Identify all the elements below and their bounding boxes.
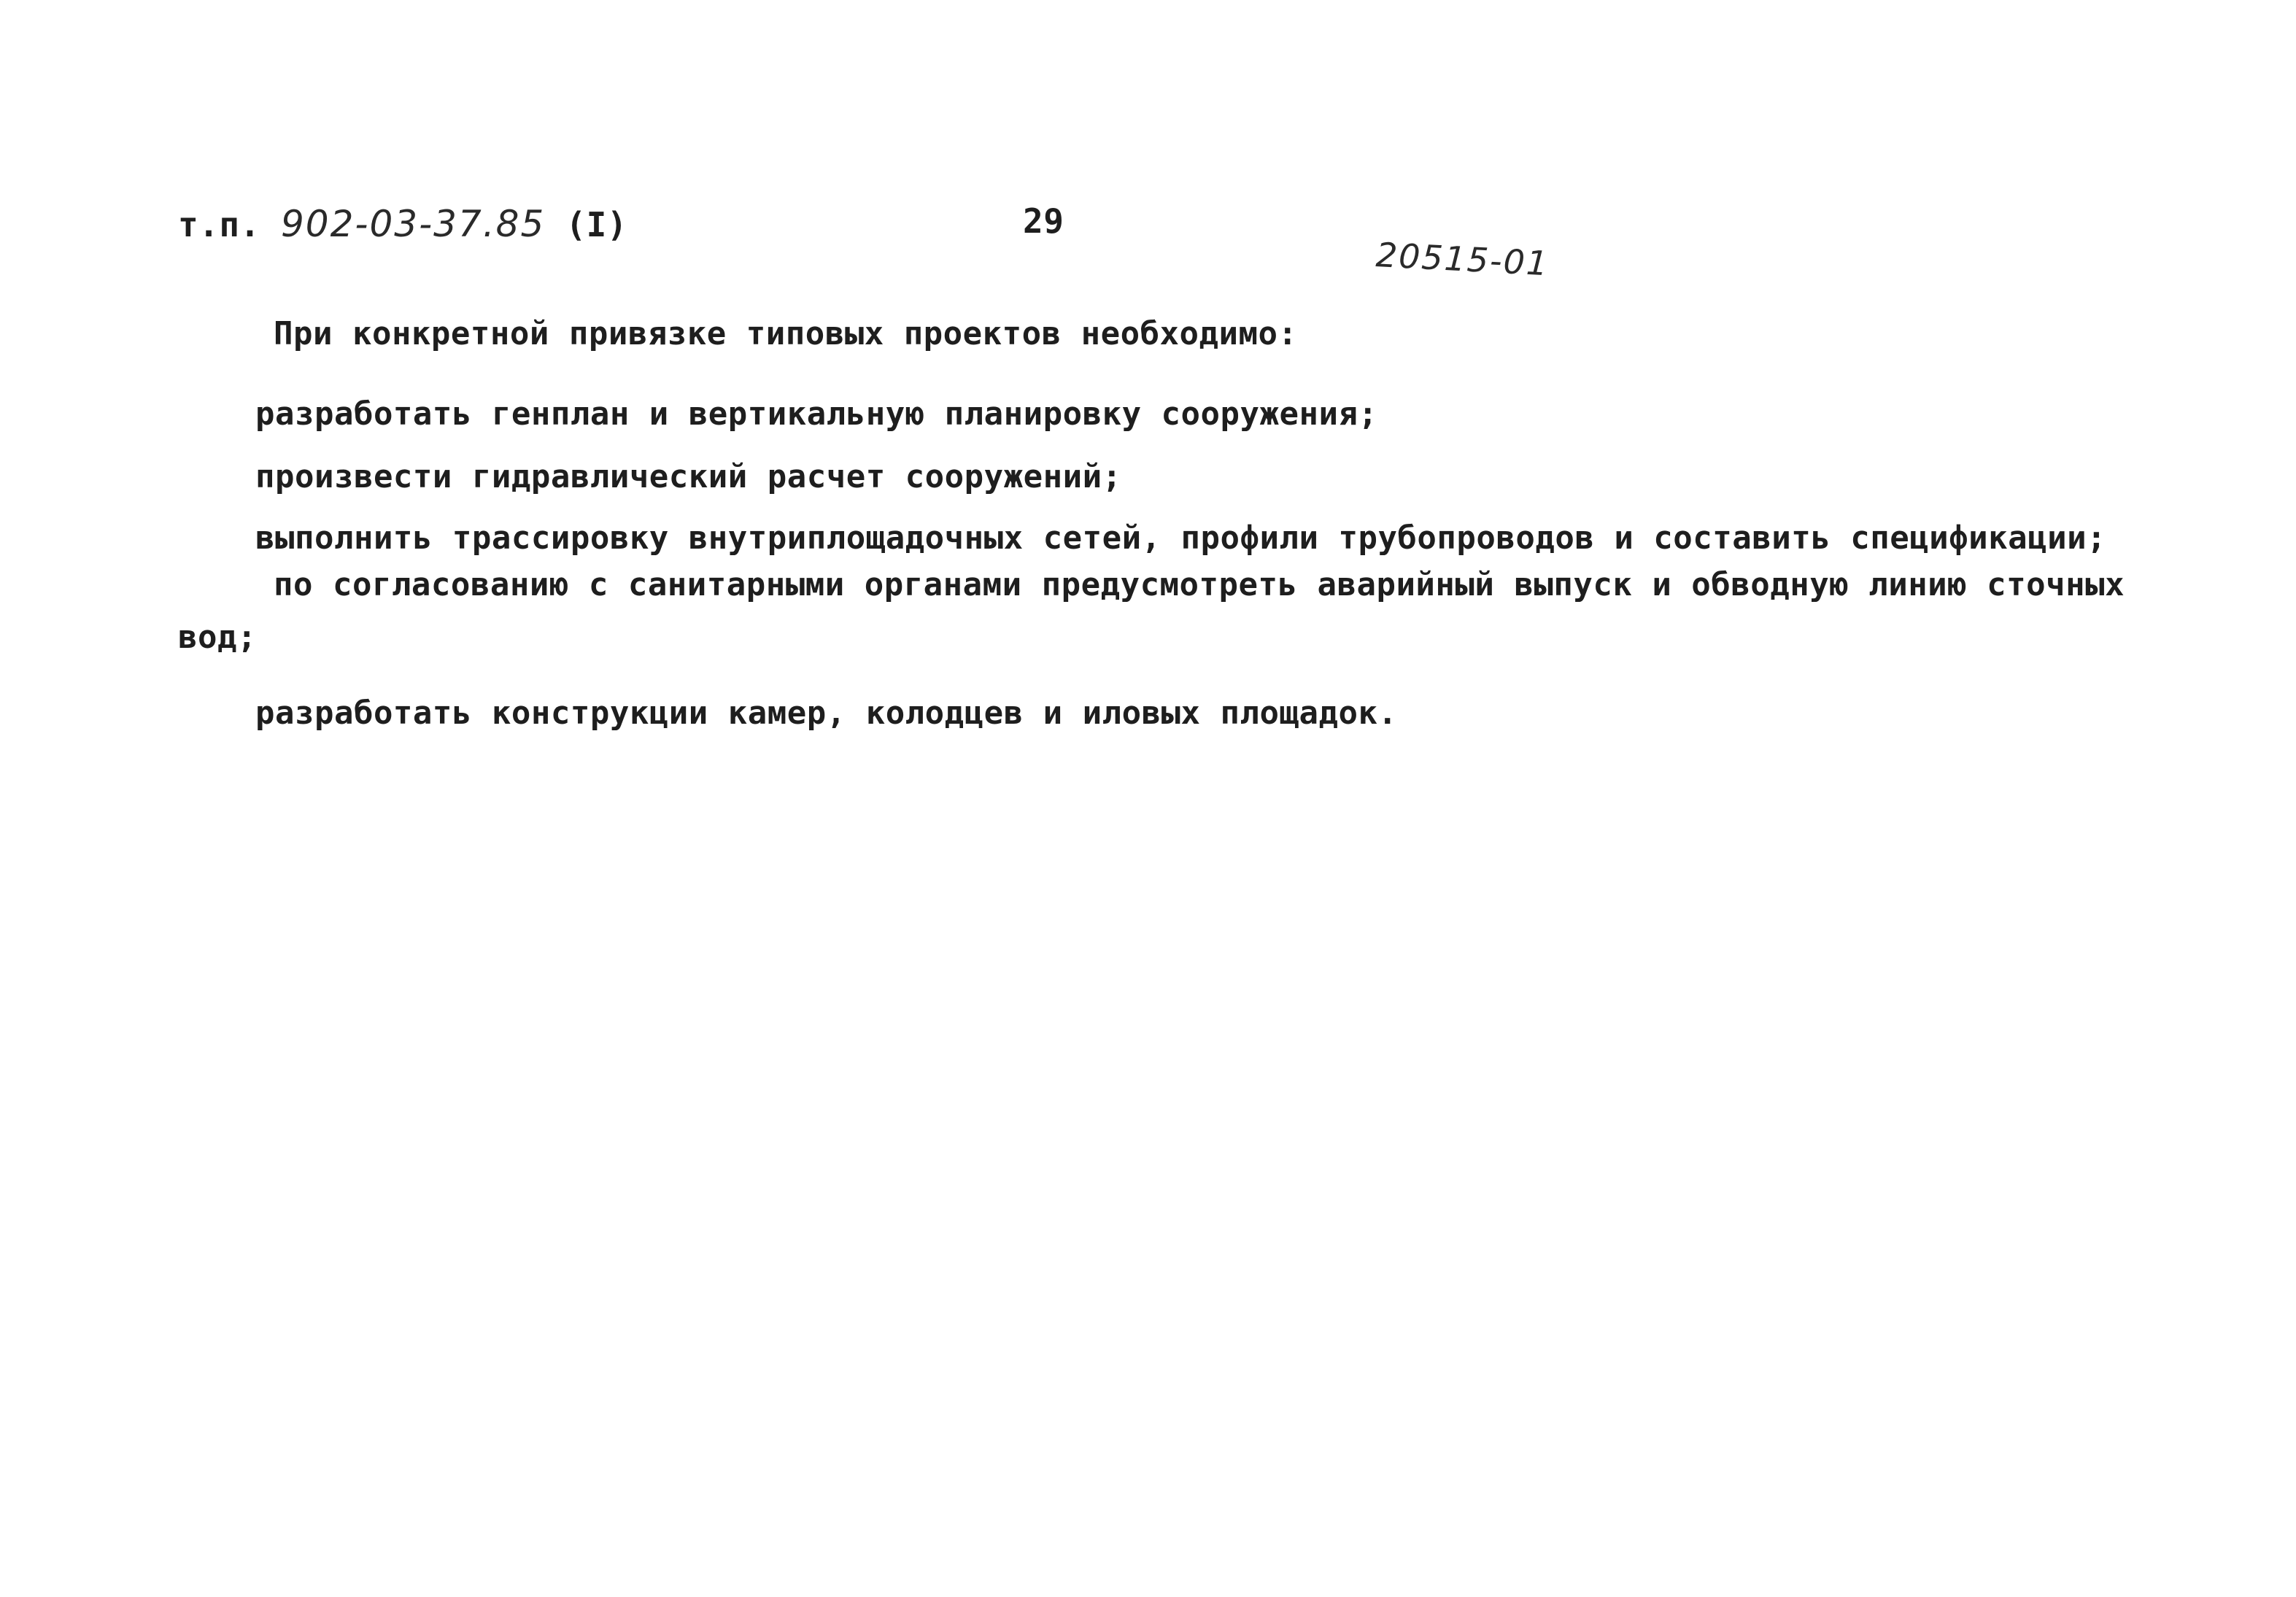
list-item: разработать генплан и вертикальную планировку сооружения; bbox=[255, 395, 1378, 433]
archive-number: 20515-01 bbox=[1375, 235, 1550, 284]
list-item: разработать конструкции камер, колодцев и иловых площадок. bbox=[255, 695, 1398, 732]
page-number: 29 bbox=[1023, 201, 1064, 241]
document-code-number: 902-03-37.85 bbox=[280, 203, 546, 245]
document-code-part: (I) bbox=[565, 205, 628, 244]
list-item-continuation: вод; bbox=[178, 619, 257, 656]
document-code-prefix: т.п. bbox=[178, 205, 260, 244]
list-item: произвести гидравлический расчет сооружений; bbox=[255, 458, 1122, 495]
intro-paragraph: При конкретной привязке типовых проектов необходимо: bbox=[274, 315, 1298, 352]
list-item: по согласованию с санитарными органами предусмотреть аварийный выпуск и обводную линию сточных bbox=[274, 566, 2125, 603]
list-item: выполнить трассировку внутриплощадочных сетей, профили трубопроводов и составить спецификации; bbox=[255, 519, 2107, 557]
